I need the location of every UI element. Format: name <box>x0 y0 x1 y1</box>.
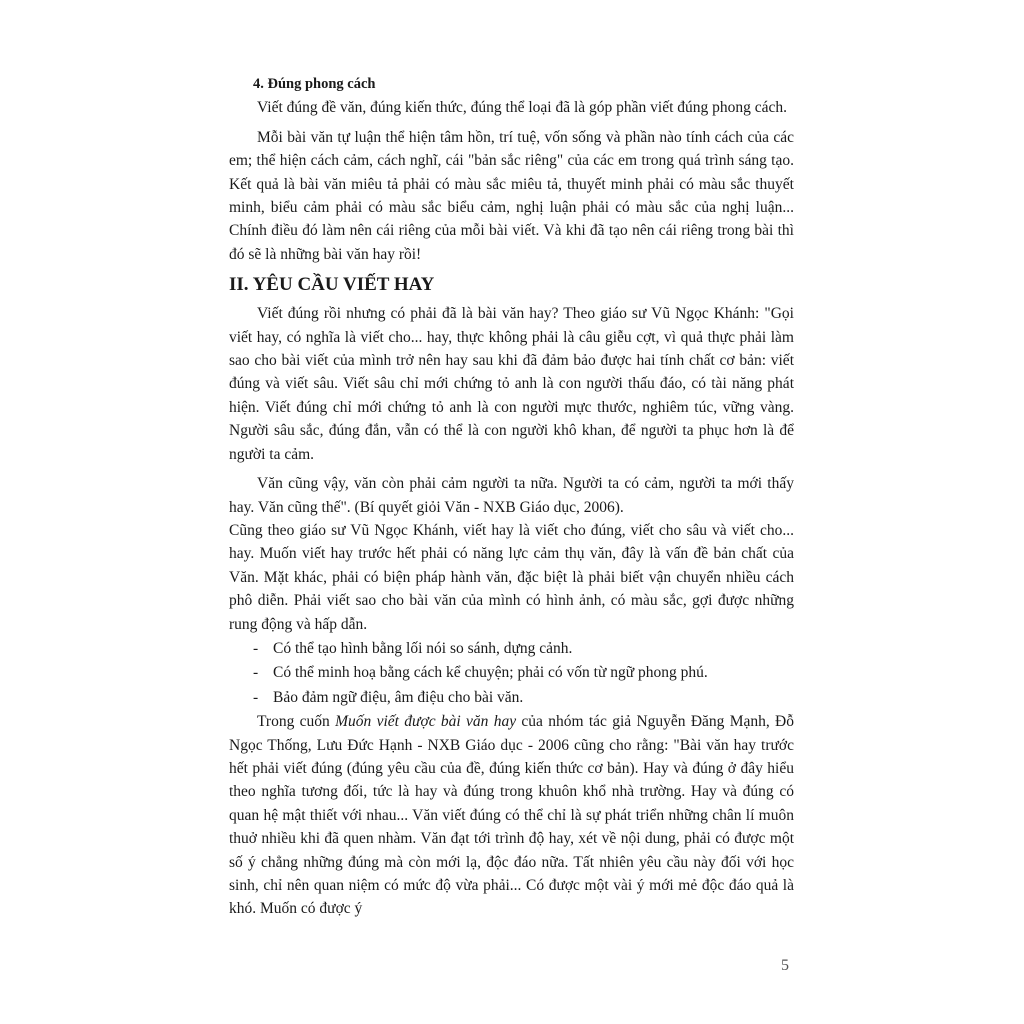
section-4-heading: 4. Đúng phong cách <box>253 76 376 92</box>
paragraph: Viết đúng rồi nhưng có phải đã là bài văn hay? Theo giáo sư Vũ Ngọc Khánh: "Gọi viết hay, có nghĩa là viết cho... hay, thực không phải là câu giễu cợt, vì quả thực phải làm sao cho bài viết của mình trở nên hay sau khi đã đảm bảo được hai tính chất cơ bản: viết đúng và viết sâu. Viết sâu chỉ mới chứng tỏ anh là con người thấu đáo, có tài năng phát hiện. Viết đúng chỉ mới chứng tỏ anh là con người mực thước, nghiêm túc, vững vàng. Người sâu sắc, đúng đắn, vẫn có thể là con người khô khan, để người ta phục hơn là để người ta cảm. <box>229 305 794 463</box>
paragraph-text: của nhóm tác giả Nguyễn Đăng Mạnh, Đỗ Ngọc Thống, Lưu Đức Hạnh - NXB Giáo dục - 2006 cũng cho rằng: "Bài văn hay trước hết phải viết đúng (đúng yêu cầu của đề, đúng kiến thức cơ bản). Hay và đúng ở đây hiểu theo nghĩa tương đối, tức là hay và đúng trong khuôn khổ nhà trường. Hay và đúng có quan hệ mật thiết với nhau... Văn viết đúng có thể chỉ là sự phát triển những chân lí muôn thuở nhiều khi đã quen nhàm. Văn đạt tới trình độ hay, xét về nội dung, phải có được một số ý chẳng những đúng mà còn mới lạ, độc đáo nữa. Tất nhiên yêu cầu này đối với học sinh, chỉ nên quan niệm có mức độ vừa phải... Có được một vài ý mới mẻ độc đáo quả là khó. Muốn có được ý <box>229 713 794 918</box>
bullet-list <box>229 637 794 709</box>
paragraph: Mỗi bài văn tự luận thể hiện tâm hồn, trí tuệ, vốn sống và phần nào tính cách của các em; thể hiện cách cảm, cách nghĩ, cái "bản sắc riêng" của các em trong quá trình sáng tạo. Kết quả là bài văn miêu tả phải có màu sắc miêu tả, thuyết minh phải có màu sắc thuyết minh, biểu cảm phải có màu sắc biểu cảm, nghị luận phải có màu sắc của nghị luận... Chính điều đó làm nên cái riêng của mỗi bài viết. Và khi đã tạo nên cái riêng trong bài thì đó sẽ là những bài văn hay rồi! <box>229 128 794 263</box>
list-item <box>229 661 794 684</box>
bullet-dash: - <box>253 664 259 682</box>
bullet-text: Có thể minh hoạ bằng cách kể chuyện; phải có vốn từ ngữ phong phú. <box>273 664 708 682</box>
bullet-text: Bảo đảm ngữ điệu, âm điệu cho bài văn. <box>273 688 524 706</box>
paragraph <box>229 710 794 921</box>
section-ii-heading: II. YÊU CẦU VIẾT HAY <box>229 274 435 296</box>
paragraph: Văn cũng vậy, văn còn phải cảm người ta nữa. Người ta có cảm, người ta mới thấy hay. Văn cũng thế". (Bí quyết giỏi Văn - NXB Giáo dục, 2006). <box>229 475 794 516</box>
list-item <box>229 686 794 709</box>
paragraph-text: Trong cuốn <box>257 713 336 731</box>
paragraph: Cũng theo giáo sư Vũ Ngọc Khánh, viết hay là viết cho đúng, viết cho sâu và viết cho... hay. Muốn viết hay trước hết phải có năng lực cảm thụ văn, đây là vấn đề bản chất của Văn. Mặt khác, phải có biện pháp hành văn, đặc biệt là phải biết vận chuyển nhiều cách phô diễn. Phải viết sao cho bài văn của mình có hình ảnh, có màu sắc, gợi được những rung động và hấp dẫn. <box>229 521 794 633</box>
paragraph: Viết đúng đề văn, đúng kiến thức, đúng thể loại đã là góp phần viết đúng phong cách. <box>257 99 788 117</box>
list-item <box>229 637 794 660</box>
page-number: 5 <box>781 957 789 974</box>
bullet-dash: - <box>253 639 259 657</box>
book-page <box>229 70 794 921</box>
bullet-dash: - <box>253 688 259 706</box>
book-title: Muốn viết được bài văn hay <box>335 713 517 731</box>
bullet-text: Có thể tạo hình bằng lối nói so sánh, dựng cảnh. <box>273 639 573 657</box>
